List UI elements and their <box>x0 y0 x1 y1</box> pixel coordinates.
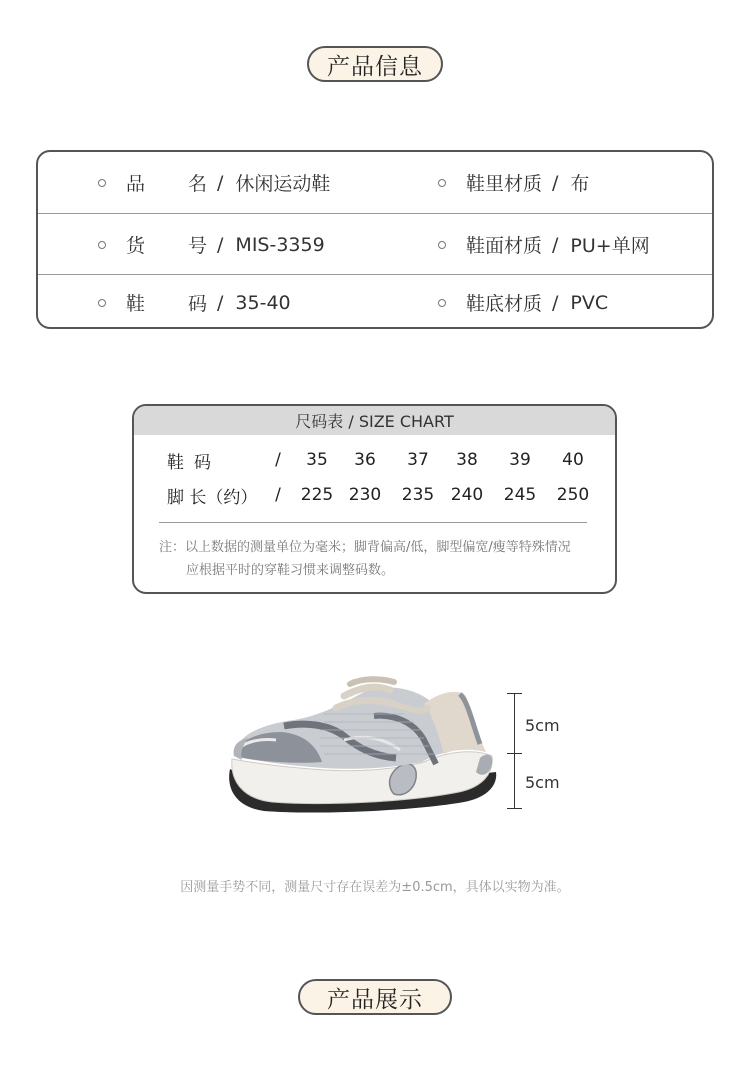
size-cell: 250 <box>556 485 590 505</box>
info-label: 鞋里材质 <box>466 173 543 195</box>
info-label: 号 <box>188 235 208 257</box>
info-separator: / <box>552 233 559 256</box>
size-cell: 38 <box>456 450 478 470</box>
size-cell: 245 <box>503 485 537 505</box>
size-chart-note <box>159 536 595 582</box>
dimension-label-sole: 5cm <box>525 773 560 792</box>
info-separator: / <box>552 291 559 314</box>
info-label: 鞋底材质 <box>466 293 543 315</box>
size-cell: 39 <box>509 450 531 470</box>
size-cell: 35 <box>306 450 328 470</box>
info-row <box>38 274 712 330</box>
dimension-label-upper: 5cm <box>525 716 560 735</box>
divider <box>159 522 587 523</box>
info-label: 名 <box>188 173 208 195</box>
measurement-disclaimer: 因测量手势不同，测量尺寸存在误差为±0.5cm，具体以实物为准。 <box>180 880 570 895</box>
size-row-separator: / <box>275 485 281 505</box>
info-separator: / <box>217 171 224 194</box>
sneaker-illustration <box>224 674 504 819</box>
bullet-icon <box>438 299 446 307</box>
info-right-cell <box>438 214 650 275</box>
note-line: 应根据平时的穿鞋习惯来调整码数。 <box>186 563 395 578</box>
info-right-cell <box>438 152 589 213</box>
size-row-separator: / <box>275 450 281 470</box>
dimension-tick <box>507 693 522 694</box>
size-chart-title: 尺码表 / SIZE CHART <box>134 406 615 435</box>
info-label: 品 <box>126 173 146 195</box>
product-info-table <box>36 150 714 329</box>
info-label: 码 <box>188 293 208 315</box>
size-chart-table <box>132 404 617 594</box>
bullet-icon <box>98 179 106 187</box>
size-cell: 240 <box>450 485 484 505</box>
note-line: 注：以上数据的测量单位为毫米；脚背偏高/低，脚型偏宽/瘦等特殊情况 <box>159 540 571 555</box>
bullet-icon <box>98 241 106 249</box>
size-cell: 40 <box>562 450 584 470</box>
info-label: 鞋面材质 <box>466 235 543 257</box>
info-separator: / <box>217 233 224 256</box>
info-value: MIS-3359 <box>235 233 325 256</box>
info-label: 鞋 <box>126 293 146 315</box>
info-left-cell <box>98 214 325 275</box>
dimension-line <box>514 693 515 808</box>
info-value: 布 <box>570 173 590 195</box>
info-separator: / <box>217 291 224 314</box>
info-value: PU+单网 <box>570 235 650 257</box>
size-cell: 235 <box>401 485 435 505</box>
size-cell: 36 <box>354 450 376 470</box>
bullet-icon <box>438 179 446 187</box>
bullet-icon <box>98 299 106 307</box>
size-cell: 37 <box>407 450 429 470</box>
dimension-tick <box>507 753 522 754</box>
size-cell: 230 <box>348 485 382 505</box>
info-row <box>38 213 712 275</box>
size-row-label: 脚 长（约） <box>167 487 258 508</box>
section-title-product-info: 产品信息 <box>307 46 443 82</box>
info-value: 35-40 <box>235 291 291 314</box>
section-title-product-display: 产品展示 <box>298 979 452 1015</box>
info-right-cell <box>438 275 608 330</box>
dimension-tick <box>507 808 522 809</box>
size-cell: 225 <box>300 485 334 505</box>
info-left-cell <box>98 152 330 213</box>
info-label: 货 <box>126 235 146 257</box>
size-row <box>134 483 615 507</box>
info-row <box>38 152 712 213</box>
size-row-label: 鞋码 <box>167 452 221 473</box>
info-separator: / <box>552 171 559 194</box>
info-value: 休闲运动鞋 <box>235 173 331 195</box>
size-row <box>134 448 615 472</box>
info-value: PVC <box>570 291 609 314</box>
bullet-icon <box>438 241 446 249</box>
info-left-cell <box>98 275 291 330</box>
